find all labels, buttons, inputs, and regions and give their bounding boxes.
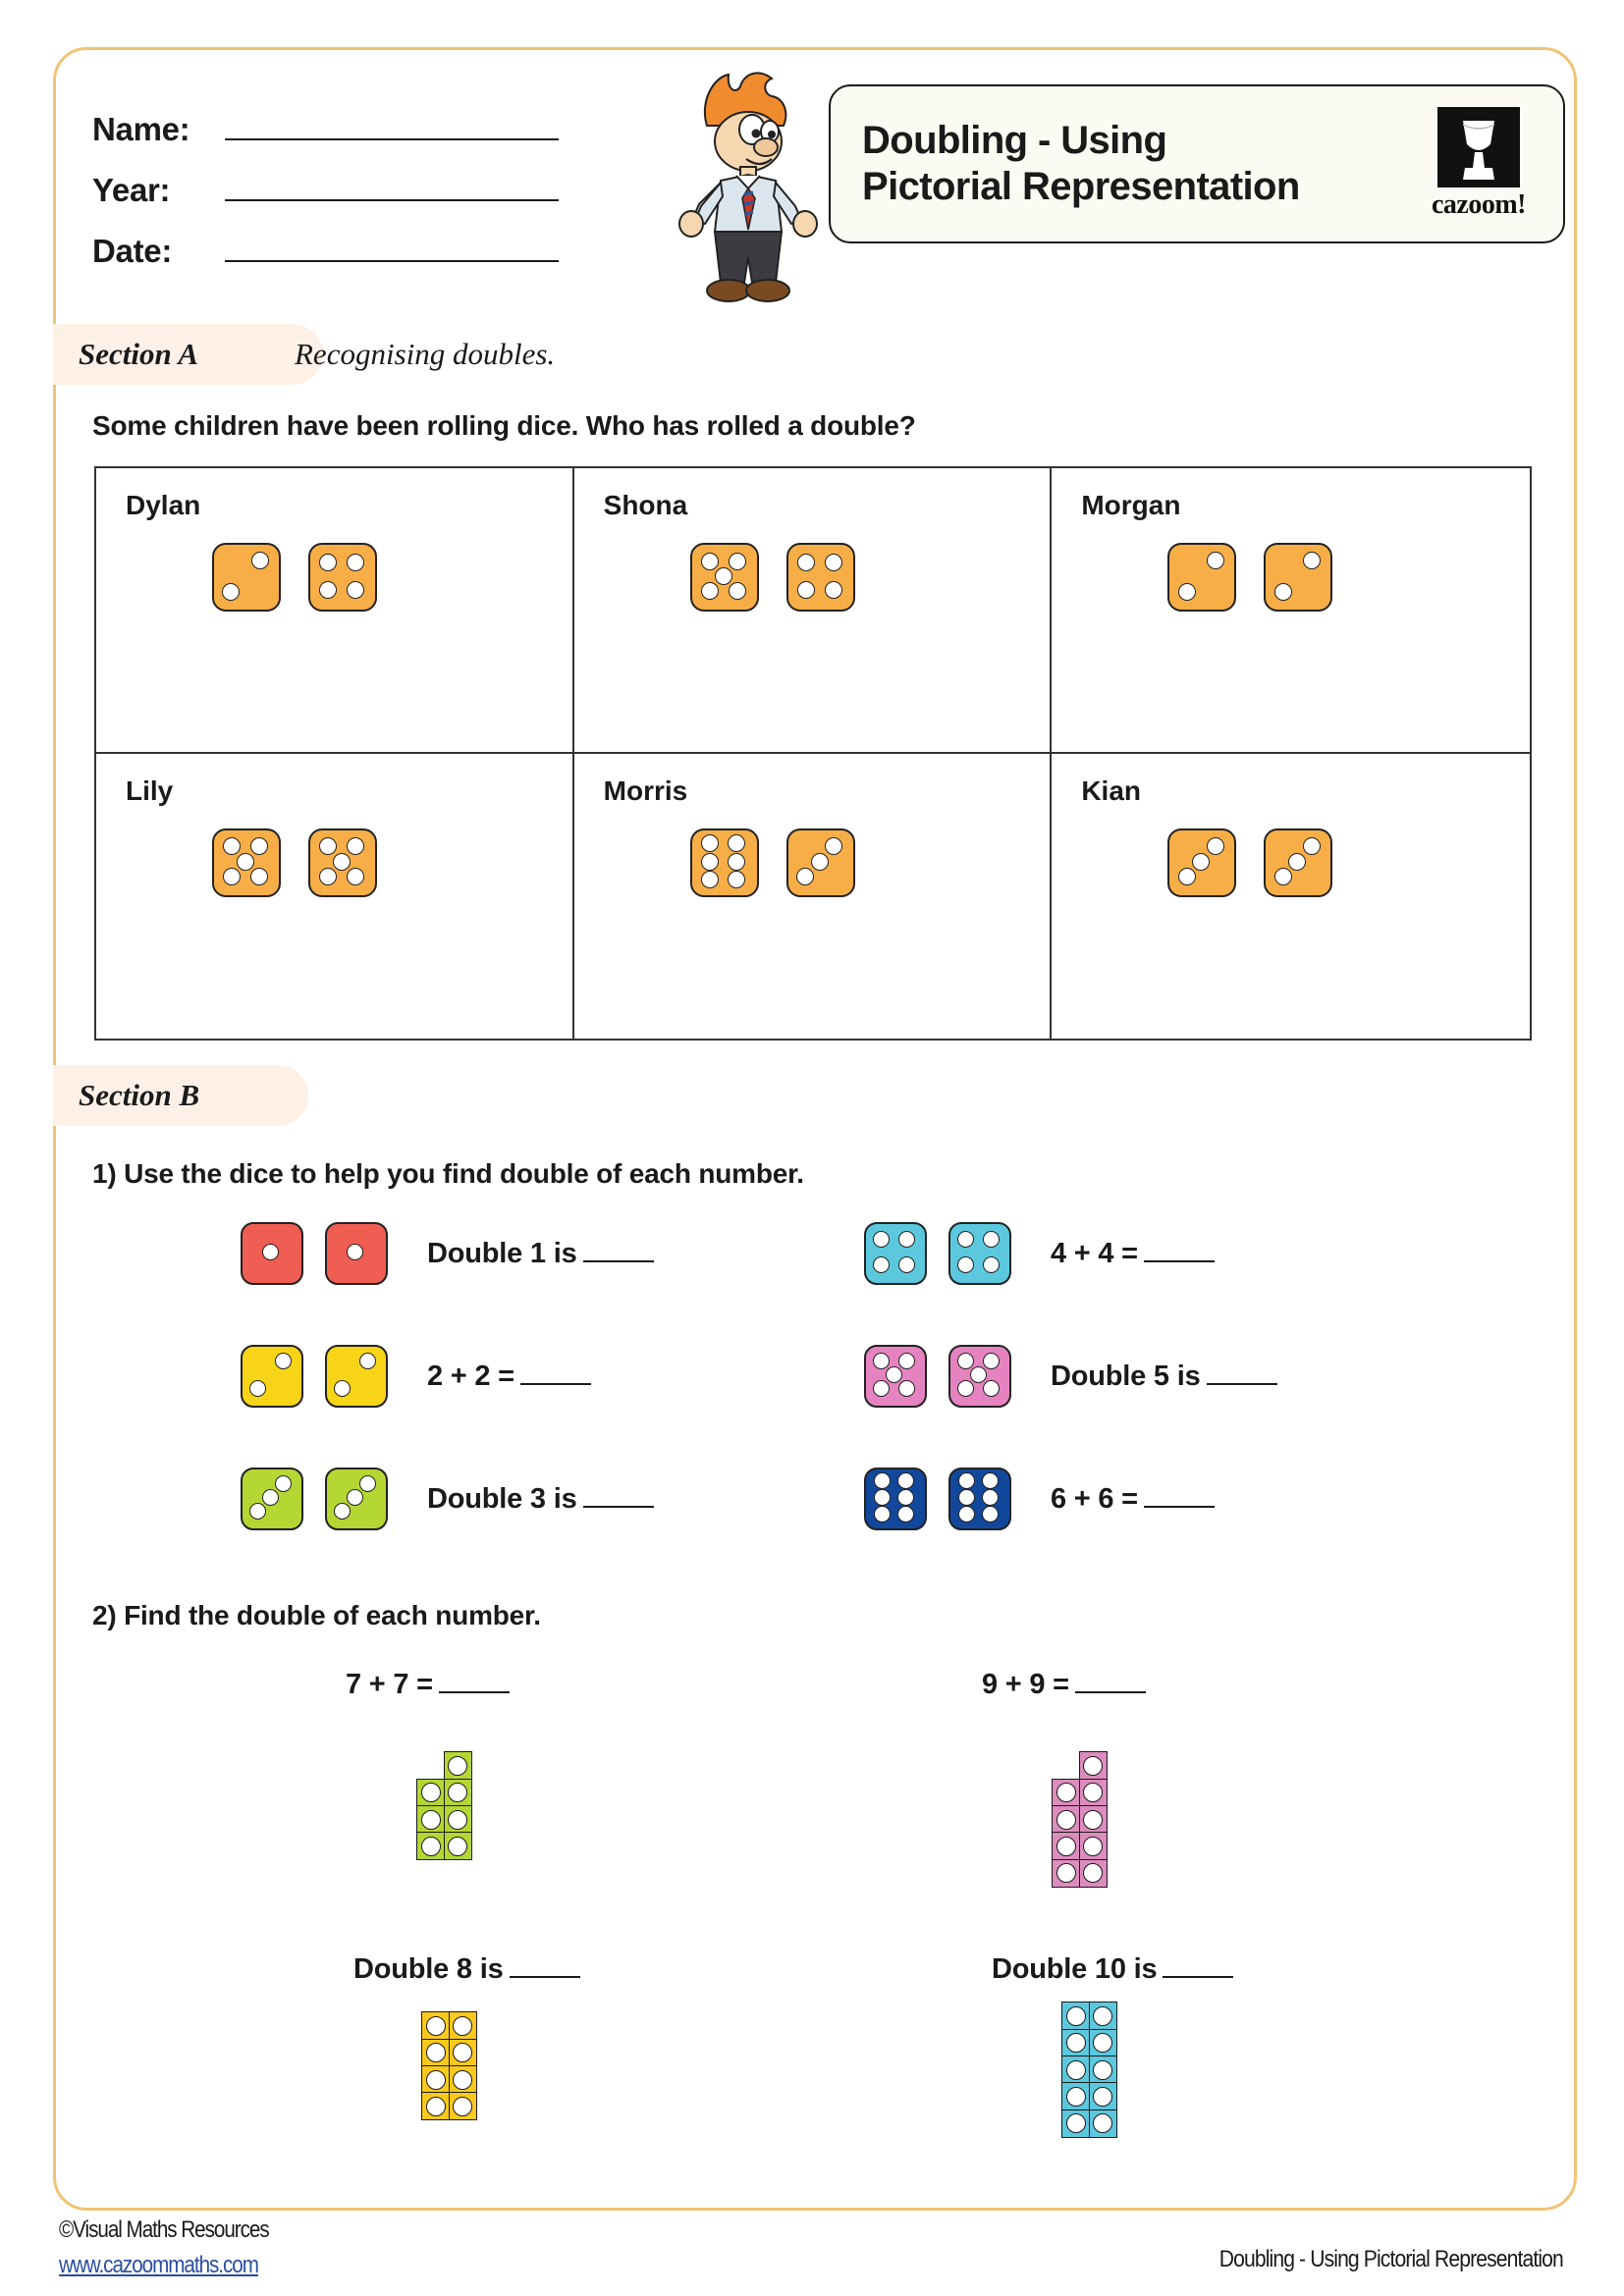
numicon-piece [1053,1752,1107,1887]
website-link[interactable]: www.cazoommaths.com [59,2252,258,2278]
die-pip [250,868,268,885]
die-pip [797,581,815,599]
numicon-hole-cell [1052,1832,1080,1860]
numicon-hole-cell [1089,2056,1117,2084]
numicon-hole-cell [1061,2082,1090,2110]
numicon-hole-cell [421,2011,450,2040]
die-pip [319,554,337,571]
numicon-hole-cell [421,2039,450,2067]
die-pip [957,1231,974,1248]
numicon-hole [448,1810,467,1830]
dice-pair [690,543,1051,612]
section-a-question: Some children have been rolling dice. Who has rolled a double? [92,410,916,441]
section-b-q1: 1) Use the dice to help you find double of each number. [92,1158,804,1189]
numicon-hole-cell [444,1805,472,1834]
die-pip [983,1380,1000,1397]
die-pip [275,1475,292,1492]
die-pip [983,1353,1000,1369]
answer-blank[interactable] [439,1672,510,1693]
prompt-label: Double 5 is [1051,1360,1201,1392]
die-pip [701,853,719,871]
die-pip [249,1380,266,1397]
answer-blank[interactable] [510,1956,580,1978]
dice-pair [864,1468,1011,1530]
double-exercise-row [241,1345,591,1408]
dice-cell-morgan [1052,468,1530,754]
prompt-label: Double 1 is [427,1237,577,1269]
name-field-row [92,84,642,145]
die-pip [825,837,842,855]
prompt-label: 7 + 7 = [346,1669,433,1700]
answer-blank[interactable] [1075,1672,1146,1693]
child-name: Morris [603,774,688,806]
numicon-hole [1093,2087,1112,2107]
date-input-line[interactable] [225,260,559,262]
numicon-hole-cell [421,2092,450,2120]
numicon-hole-cell [1089,2109,1117,2138]
die-face-5 [212,828,281,897]
die-face-3 [241,1468,303,1530]
answer-blank[interactable] [583,1486,654,1508]
numicon-shape-7 [417,1752,471,1860]
die-pip [347,1489,363,1506]
prompt-label: 2 + 2 = [427,1360,514,1392]
name-input-line[interactable] [225,138,559,140]
double-exercise-row [241,1468,654,1530]
die-face-6 [948,1468,1011,1530]
copyright-text: ©Visual Maths Resources [59,2216,269,2243]
numicon-hole [453,2097,472,2116]
child-name: Lily [126,774,174,806]
die-pip [874,1506,891,1522]
numicon-piece [422,2012,476,2120]
die-pip [983,1256,1000,1273]
die-pip [319,581,337,599]
die-pip [333,853,351,871]
dice-cell-morris [574,754,1053,1040]
student-fields [92,84,642,267]
die-pip [251,552,269,569]
die-pip [897,1489,914,1506]
section-b-banner [53,1065,308,1126]
die-face-3 [325,1468,388,1530]
die-face-5 [864,1345,927,1408]
die-pip [275,1353,292,1369]
numicon-hole-cell [1089,2002,1117,2030]
prompt-label: Double 10 is [992,1953,1158,1985]
numicon-piece [417,1752,471,1860]
die-pip [958,1489,975,1506]
dice-table [94,466,1532,1041]
numicon-hole-cell [1061,2109,1090,2138]
numicon-prompt [353,1953,580,1986]
die-pip [957,1353,974,1369]
date-label: Date: [92,233,173,269]
die-face-4 [948,1222,1011,1285]
die-face-2 [1264,543,1332,612]
die-pip [347,837,364,855]
numicon-gap [1052,1751,1080,1780]
answer-blank[interactable] [1163,1956,1233,1978]
die-pip [897,1506,914,1522]
dice-pair [1167,543,1530,612]
prompt-label: 6 + 6 = [1051,1482,1138,1515]
numicon-hole [1056,1783,1076,1802]
die-pip [359,1475,376,1492]
die-pip [898,1353,915,1369]
dice-cell-kian [1052,754,1530,1040]
numicon-hole-cell [1079,1805,1108,1834]
die-pip [728,853,745,871]
die-pip [250,837,268,855]
die-pip [237,853,254,871]
double-exercise-row [864,1345,1277,1408]
die-pip [873,1256,890,1273]
double-prompt [427,1361,591,1393]
die-pip [1178,868,1196,885]
year-input-line[interactable] [225,199,559,201]
dice-pair [212,828,572,897]
numicon-hole [1083,1756,1103,1776]
numicon-hole [426,2016,446,2036]
die-pip [319,868,337,885]
prompt-label: 4 + 4 = [1051,1237,1138,1269]
numicon-hole [426,2097,446,2116]
die-pip [334,1380,351,1397]
numicon-hole [1093,2006,1112,2026]
footer-title: Doubling - Using Pictorial Representation [1218,2246,1563,2272]
die-pip [1274,868,1292,885]
child-name: Dylan [126,490,201,520]
dice-cell-shona [574,468,1053,754]
die-pip [1207,837,1224,855]
die-pip [1274,583,1292,601]
die-face-3 [1167,828,1236,897]
numicon-hole-cell [444,1779,472,1807]
numicon-hole [1083,1810,1103,1830]
die-pip [958,1506,975,1522]
numicon-prompt [992,1953,1233,1986]
die-pip [874,1489,891,1506]
answer-blank[interactable] [1144,1486,1215,1508]
numicon-hole [1066,2060,1086,2080]
numicon-hole [448,1756,467,1776]
numicon-hole [1056,1863,1076,1883]
numicon-hole-cell [1061,2029,1090,2057]
numicon-hole [421,1810,441,1830]
page-title [831,118,1416,210]
numicon-hole [421,1783,441,1802]
die-pip [262,1244,279,1260]
dice-pair [864,1222,1011,1285]
numicon-shape-8 [422,2012,476,2120]
dice-pair [690,828,1051,897]
numicon-hole-cell [1079,1859,1108,1888]
die-face-4 [864,1222,927,1285]
numicon-hole [453,2043,472,2062]
die-pip [982,1472,999,1489]
die-pip [728,834,745,852]
numicon-hole-cell [1079,1779,1108,1807]
numicon-hole [426,2070,446,2090]
numicon-hole-cell [449,2092,477,2120]
numicon-hole [1056,1837,1076,1856]
answer-blank[interactable] [1207,1363,1277,1385]
numicon-hole [1066,2113,1086,2133]
dice-pair [1167,828,1530,897]
numicon-hole-cell [449,2065,477,2094]
numicon-hole [1066,2033,1086,2053]
numicon-hole [1093,2060,1112,2080]
numicon-hole-cell [1061,2002,1090,2030]
die-face-2 [325,1345,388,1408]
die-pip [825,554,842,571]
child-name: Shona [603,490,688,520]
die-face-4 [786,543,855,612]
section-b-q2: 2) Find the double of each number. [92,1600,541,1630]
die-face-2 [1167,543,1236,612]
answer-blank[interactable] [583,1241,654,1262]
die-pip [701,834,719,852]
die-face-1 [325,1222,388,1285]
numicon-hole-cell [449,2039,477,2067]
numicon-hole [421,1837,441,1856]
dice-pair [864,1345,1011,1408]
numicon-hole-cell [1079,1832,1108,1860]
die-pip [957,1380,974,1397]
numicon-hole-cell [1052,1805,1080,1834]
die-face-1 [241,1222,303,1285]
year-label: Year: [92,172,171,208]
title-box [829,84,1565,243]
dice-pair [212,543,572,612]
numicon-hole [453,2070,472,2090]
die-pip [874,1472,891,1489]
double-exercise-row [241,1222,654,1285]
die-pip [334,1503,351,1520]
die-pip [873,1353,890,1369]
die-pip [797,554,815,571]
prompt-label: Double 3 is [427,1482,577,1515]
die-pip [958,1472,975,1489]
numicon-hole [1083,1837,1103,1856]
numicon-hole-cell [449,2011,477,2040]
numicon-hole [426,2043,446,2062]
die-pip [897,1472,914,1489]
die-face-5 [690,543,759,612]
numicon-hole [1066,2087,1086,2107]
dice-pair [241,1468,388,1530]
die-pip [729,582,746,600]
numicon-hole [1093,2033,1112,2053]
numicon-hole-cell [416,1779,445,1807]
dice-cell-lily [96,754,574,1040]
section-b-label: Section B [79,1078,200,1112]
die-pip [1288,853,1306,871]
numicon-piece [1062,2002,1116,2137]
die-pip [898,1231,915,1248]
die-face-3 [786,828,855,897]
numicon-hole-cell [444,1751,472,1780]
die-face-5 [948,1345,1011,1408]
numicon-hole-cell [1079,1751,1108,1780]
die-face-3 [1264,828,1332,897]
numicon-shape-10 [1062,2002,1116,2137]
numicon-hole-cell [1089,2082,1117,2110]
die-pip [701,553,719,570]
dice-cell-dylan [96,468,574,754]
die-pip [262,1489,279,1506]
die-face-5 [308,828,377,897]
die-pip [223,868,241,885]
numicon-hole-cell [1052,1859,1080,1888]
die-pip [347,1244,363,1260]
die-pip [728,871,745,888]
die-pip [898,1380,915,1397]
cazoom-wordmark: cazoom! [1431,189,1526,220]
section-a-subtitle: Recognising doubles. [295,337,556,371]
answer-blank[interactable] [520,1363,591,1385]
die-face-2 [212,543,281,612]
child-name: Morgan [1081,490,1181,520]
title-line-1: Doubling - Using [862,118,1167,162]
die-face-6 [864,1468,927,1530]
goblet-icon [1437,107,1520,187]
die-pip [886,1366,902,1383]
name-label: Name: [92,111,190,147]
numicon-hole [448,1837,467,1856]
die-face-6 [690,828,759,897]
numicon-hole-cell [1061,2056,1090,2084]
section-a-label: Section A [79,337,199,371]
footer-left [59,2216,302,2279]
double-prompt [1051,1483,1215,1516]
numicon-prompt [982,1669,1146,1701]
prompt-label: 9 + 9 = [982,1669,1069,1700]
die-pip [729,553,746,570]
die-pip [359,1353,376,1369]
dice-pair [241,1345,388,1408]
title-line-2: Pictorial Representation [862,165,1300,208]
prompt-label: Double 8 is [353,1953,504,1985]
double-prompt [427,1238,654,1270]
die-pip [1207,552,1224,569]
die-pip [1303,837,1321,855]
cazoom-logo [1416,107,1542,221]
section-a-banner [53,324,323,385]
die-pip [873,1231,890,1248]
die-pip [223,837,241,855]
numicon-hole [1093,2113,1112,2133]
die-pip [249,1503,266,1520]
numicon-shape-9 [1053,1752,1107,1887]
numicon-hole-cell [1089,2029,1117,2057]
numicon-hole [448,1783,467,1802]
dice-pair [241,1222,388,1285]
die-pip [957,1256,974,1273]
double-prompt [1051,1238,1215,1270]
numicon-hole [1066,2006,1086,2026]
die-pip [1178,583,1196,601]
double-exercise-row [864,1468,1215,1530]
die-pip [319,837,337,855]
child-name: Kian [1081,774,1142,806]
die-face-2 [241,1345,303,1408]
die-pip [347,581,364,599]
mascot-illustration [650,65,827,310]
die-pip [347,554,364,571]
die-face-4 [308,543,377,612]
numicon-hole-cell [421,2065,450,2094]
die-pip [983,1231,1000,1248]
year-field-row [92,145,642,206]
die-pip [1192,853,1210,871]
die-pip [825,581,842,599]
die-pip [811,853,829,871]
die-pip [701,871,719,888]
date-field-row [92,206,642,267]
numicon-hole [1083,1783,1103,1802]
die-pip [222,583,240,601]
die-pip [715,567,732,585]
numicon-hole-cell [416,1805,445,1834]
die-pip [873,1380,890,1397]
numicon-gap [416,1751,445,1780]
numicon-hole [1056,1810,1076,1830]
numicon-hole-cell [444,1832,472,1860]
double-prompt [427,1483,654,1516]
numicon-hole [453,2016,472,2036]
die-pip [796,868,814,885]
worksheet-header [53,47,1577,307]
die-pip [982,1506,999,1522]
die-pip [701,582,719,600]
double-prompt [1051,1361,1277,1393]
die-pip [982,1489,999,1506]
numicon-hole-cell [416,1832,445,1860]
numicon-hole-cell [1052,1779,1080,1807]
numicon-prompt [346,1669,510,1701]
die-pip [898,1256,915,1273]
numicon-hole [1083,1863,1103,1883]
die-pip [347,868,364,885]
die-pip [1303,552,1321,569]
double-exercise-row [864,1222,1215,1285]
answer-blank[interactable] [1144,1241,1215,1262]
die-pip [970,1366,987,1383]
